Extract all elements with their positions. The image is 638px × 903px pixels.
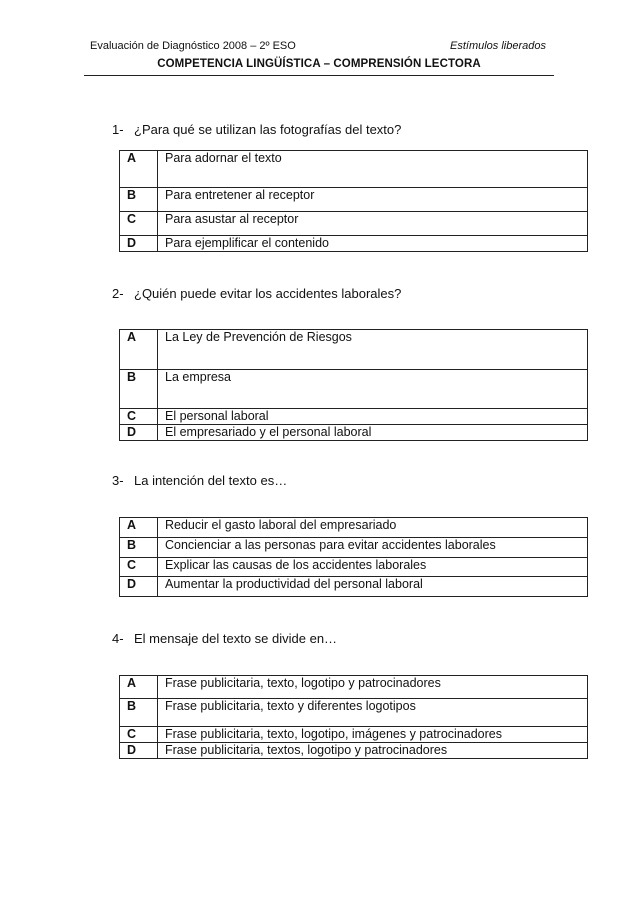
- option-row-a[interactable]: [120, 518, 588, 538]
- question-text: El mensaje del texto se divide en…: [134, 631, 338, 646]
- question-3: [112, 473, 287, 488]
- option-letter: C: [120, 212, 158, 236]
- option-row-c[interactable]: [120, 409, 588, 425]
- question-1: [112, 122, 401, 137]
- question-text: ¿Quién puede evitar los accidentes laborales?: [134, 286, 402, 301]
- option-row-a[interactable]: [120, 151, 588, 188]
- option-row-b[interactable]: [120, 370, 588, 409]
- option-row-a[interactable]: [120, 676, 588, 699]
- option-letter: A: [120, 518, 158, 538]
- options-table-3: [119, 517, 588, 597]
- option-letter: D: [120, 743, 158, 759]
- option-text: El personal laboral: [158, 409, 588, 425]
- option-row-b[interactable]: [120, 188, 588, 212]
- option-letter: A: [120, 151, 158, 188]
- option-row-a[interactable]: [120, 330, 588, 370]
- header-subtitle: COMPETENCIA LINGÜÍSTICA – COMPRENSIÓN LECTORA: [157, 58, 481, 70]
- option-text: Para entretener al receptor: [158, 188, 588, 212]
- option-letter: B: [120, 188, 158, 212]
- header-bar: [90, 40, 546, 54]
- options-table-2: [119, 329, 588, 441]
- question-number: 3-: [112, 473, 124, 488]
- question-number: 2-: [112, 286, 124, 301]
- question-text: La intención del texto es…: [134, 473, 288, 488]
- header-divider: [84, 75, 554, 76]
- header-right-text: Estímulos liberados: [450, 40, 546, 52]
- options-table-1: [119, 150, 588, 252]
- option-letter: C: [120, 558, 158, 577]
- option-text: Reducir el gasto laboral del empresariado: [158, 518, 588, 538]
- option-row-d[interactable]: [120, 236, 588, 252]
- option-row-b[interactable]: [120, 538, 588, 558]
- option-letter: A: [120, 330, 158, 370]
- option-text: Explicar las causas de los accidentes laborales: [158, 558, 588, 577]
- option-letter: B: [120, 538, 158, 558]
- option-text: Concienciar a las personas para evitar accidentes laborales: [158, 538, 588, 558]
- option-letter: A: [120, 676, 158, 699]
- question-2: [112, 286, 401, 301]
- option-row-c[interactable]: [120, 558, 588, 577]
- option-row-c[interactable]: [120, 212, 588, 236]
- option-letter: D: [120, 577, 158, 597]
- options-table-4: [119, 675, 588, 759]
- option-letter: D: [120, 425, 158, 441]
- question-4: [112, 631, 337, 646]
- option-letter: C: [120, 409, 158, 425]
- option-text: Frase publicitaria, texto, logotipo y patrocinadores: [158, 676, 588, 699]
- option-text: Frase publicitaria, textos, logotipo y patrocinadores: [158, 743, 588, 759]
- option-row-d[interactable]: [120, 577, 588, 597]
- header-left-text: Evaluación de Diagnóstico 2008 – 2º ESO: [90, 40, 296, 52]
- question-number: 4-: [112, 631, 124, 646]
- option-text: Frase publicitaria, texto y diferentes logotipos: [158, 699, 588, 727]
- question-number: 1-: [112, 122, 124, 137]
- option-text: Para ejemplificar el contenido: [158, 236, 588, 252]
- option-text: El empresariado y el personal laboral: [158, 425, 588, 441]
- option-row-c[interactable]: [120, 727, 588, 743]
- option-letter: C: [120, 727, 158, 743]
- option-letter: D: [120, 236, 158, 252]
- option-text: Frase publicitaria, texto, logotipo, imágenes y patrocinadores: [158, 727, 588, 743]
- question-text: ¿Para qué se utilizan las fotografías del texto?: [134, 122, 402, 137]
- option-row-d[interactable]: [120, 743, 588, 759]
- option-letter: B: [120, 370, 158, 409]
- option-row-d[interactable]: [120, 425, 588, 441]
- option-text: Para adornar el texto: [158, 151, 588, 188]
- option-row-b[interactable]: [120, 699, 588, 727]
- option-text: Para asustar al receptor: [158, 212, 588, 236]
- option-letter: B: [120, 699, 158, 727]
- option-text: La empresa: [158, 370, 588, 409]
- option-text: Aumentar la productividad del personal laboral: [158, 577, 588, 597]
- option-text: La Ley de Prevención de Riesgos: [158, 330, 588, 370]
